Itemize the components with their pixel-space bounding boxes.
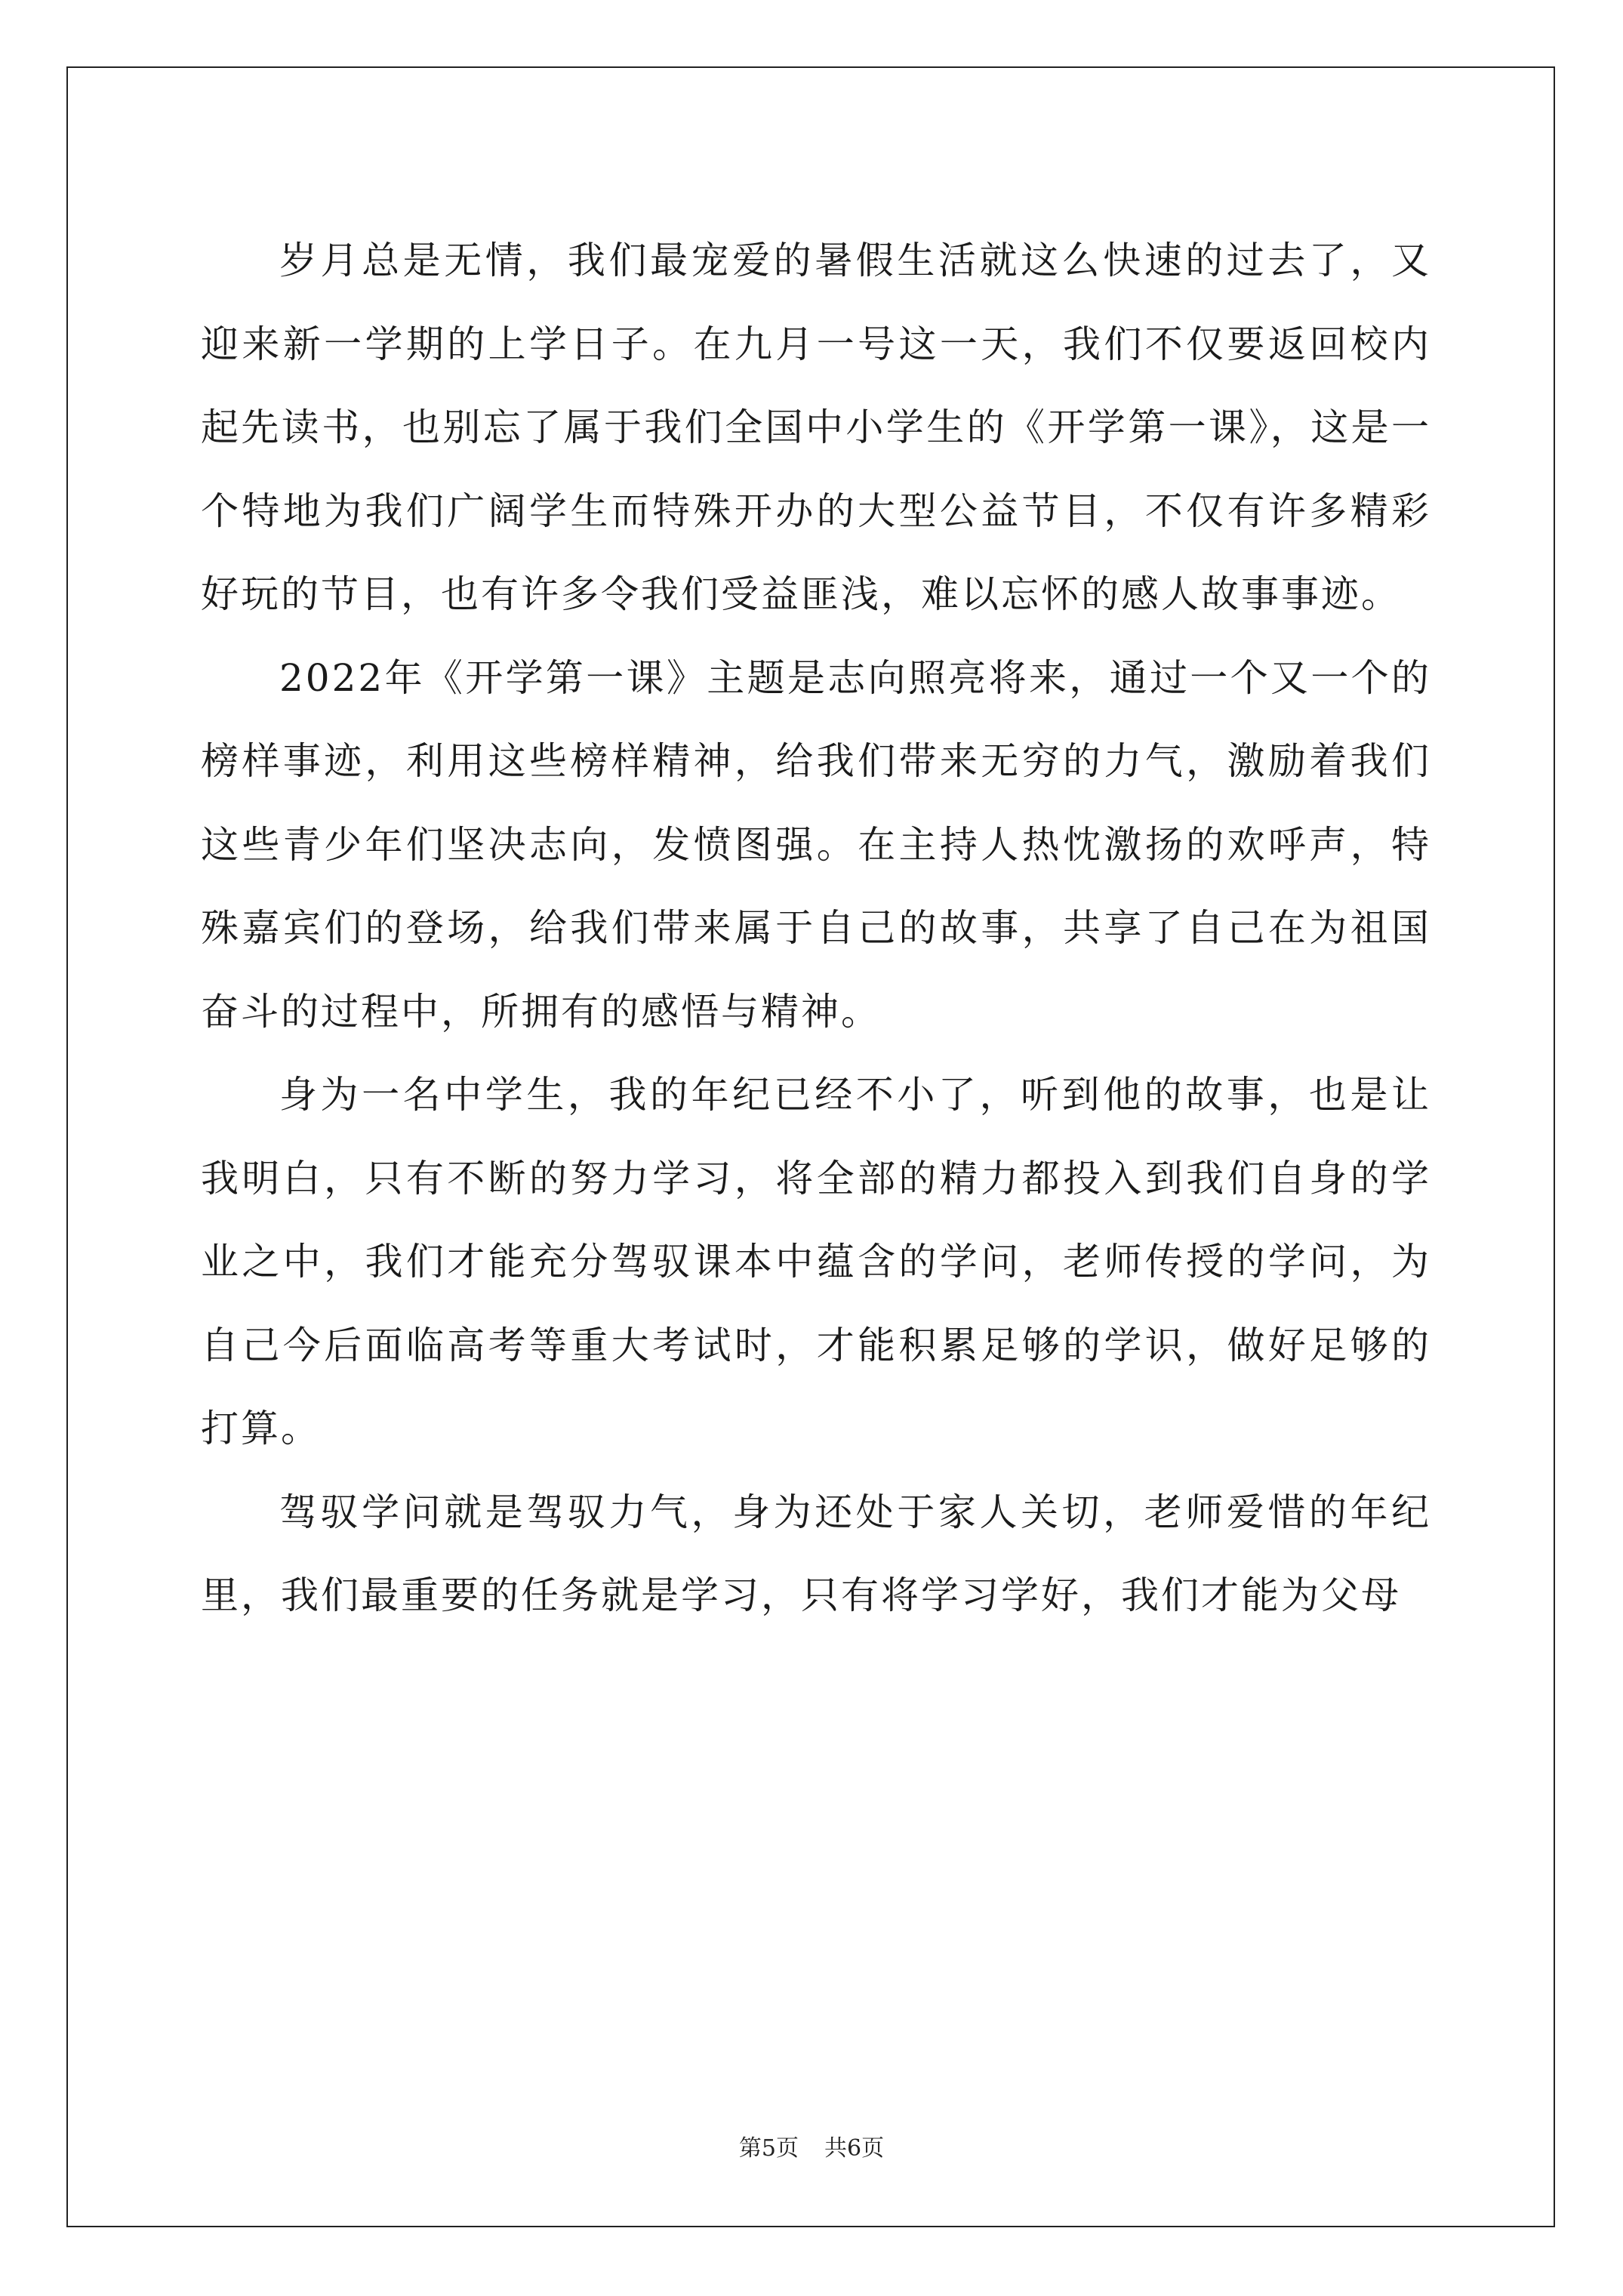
page-total: 共6页 bbox=[824, 2135, 885, 2162]
document-body bbox=[201, 219, 1431, 1638]
paragraph-4: 驾驭学问就是驾驭力气，身为还处于家人关切，老师爱惜的年纪里，我们最重要的任务就是学习，只有将学习学好，我们才能为父母 bbox=[201, 1490, 1431, 1617]
paragraph-2: 2022年《开学第一课》主题是志向照亮将来，通过一个又一个的榜样事迹，利用这些榜样精神，给我们带来无穷的力气，激励着我们这些青少年们坚决志向，发愤图强。在主持人热忱激扬的欢呼声，特殊嘉宾们的登场，给我们带来属于自己的故事，共享了自己在为祖国奋斗的过程中，所拥有的感悟与精神。 bbox=[201, 655, 1431, 1034]
paragraph-3: 身为一名中学生，我的年纪已经不小了，听到他的故事，也是让我明白，只有不断的努力学习，将全部的精力都投入到我们自身的学业之中，我们才能充分驾驭课本中蕴含的学问，老师传授的学问，为自己今后面临高考等重大考试时，才能积累足够的学识，做好足够的打算。 bbox=[201, 1073, 1431, 1450]
page-number: 第5页 bbox=[738, 2135, 799, 2162]
page-footer bbox=[0, 2134, 1623, 2164]
paragraph-1: 岁月总是无情，我们最宠爱的暑假生活就这么快速的过去了，又迎来新一学期的上学日子。在九月一号这一天，我们不仅要返回校内起先读书，也别忘了属于我们全国中小学生的《开学第一课》，这是一个特地为我们广阔学生而特殊开办的大型公益节目，不仅有许多精彩好玩的节目，也有许多令我们受益匪浅，难以忘怀的感人故事事迹。 bbox=[201, 239, 1431, 616]
